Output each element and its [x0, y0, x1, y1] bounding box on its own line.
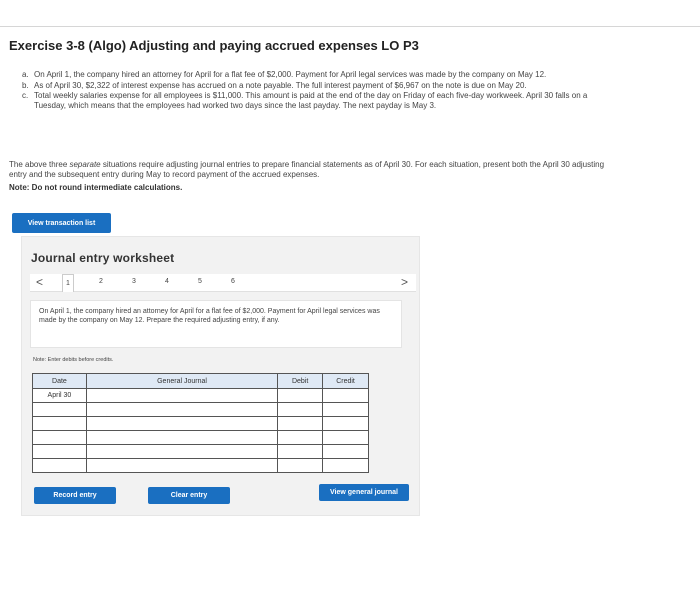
page-tab-4[interactable]: 4 — [165, 278, 169, 285]
worksheet-pager — [30, 274, 416, 292]
transaction-description: On April 1, the company hired an attorney for April for a flat fee of $2,000. Payment for April legal services was made by the company on May 12. Prepare the required adjusting entry, if any. — [30, 300, 402, 348]
instructions-paragraph — [9, 160, 609, 179]
item-text: Total weekly salaries expense for all employees is $11,000. This amount is paid at the end of the day on Friday of each five-day workweek. April 30 falls on a Tuesday, which means that the employees had worked two days since the last payday. The next payday is May 3. — [34, 91, 588, 110]
date-cell — [33, 417, 87, 431]
table-row — [33, 389, 369, 403]
account-input[interactable] — [86, 459, 277, 473]
general-journal-column-header: General Journal — [86, 374, 277, 389]
top-divider — [0, 26, 700, 27]
date-cell — [33, 445, 87, 459]
debit-column-header: Debit — [278, 374, 323, 389]
instructions-text-italic: separate — [69, 160, 101, 169]
account-input[interactable] — [86, 417, 277, 431]
item-label: b. — [22, 80, 29, 90]
account-input[interactable] — [86, 445, 277, 459]
clear-entry-button[interactable]: Clear entry — [148, 487, 230, 504]
debit-input[interactable] — [278, 403, 323, 417]
journal-entry-table — [32, 373, 369, 473]
exercise-items — [22, 70, 602, 111]
date-cell — [33, 431, 87, 445]
list-item — [22, 70, 602, 80]
debit-input[interactable] — [278, 445, 323, 459]
date-cell: April 30 — [33, 389, 87, 403]
prev-page-icon[interactable]: < — [36, 275, 44, 289]
view-transaction-list-button[interactable]: View transaction list — [12, 213, 111, 233]
table-row — [33, 459, 369, 473]
credit-input[interactable] — [323, 445, 369, 459]
table-header-row — [33, 374, 369, 389]
worksheet-title: Journal entry worksheet — [31, 251, 175, 265]
debits-note: Note: Enter debits before credits. — [33, 357, 114, 363]
date-column-header: Date — [33, 374, 87, 389]
list-item — [22, 81, 602, 91]
date-cell — [33, 403, 87, 417]
page-tab-1[interactable]: 1 — [62, 274, 74, 292]
item-label: a. — [22, 70, 29, 79]
page-tab-5[interactable]: 5 — [198, 278, 202, 285]
credit-input[interactable] — [323, 403, 369, 417]
date-cell — [33, 459, 87, 473]
credit-input[interactable] — [323, 389, 369, 403]
account-input[interactable] — [86, 389, 277, 403]
instructions-text-post: situations require adjusting journal entries to prepare financial statements as of April 30. For each situation, present both the April 30 adjusting entry and the subsequent entry during May to record payment of the accrued expenses. — [9, 160, 605, 179]
next-page-icon[interactable]: > — [401, 275, 409, 289]
item-text: As of April 30, $2,322 of interest expense has accrued on a note payable. The full interest payment of $6,967 on the note is due on May 20. — [34, 80, 527, 90]
instructions-text-pre: The above three — [9, 160, 70, 169]
debit-input[interactable] — [278, 417, 323, 431]
credit-column-header: Credit — [323, 374, 369, 389]
page-tab-3[interactable]: 3 — [132, 278, 136, 285]
credit-input[interactable] — [323, 459, 369, 473]
table-row — [33, 431, 369, 445]
account-input[interactable] — [86, 431, 277, 445]
table-row — [33, 417, 369, 431]
debit-input[interactable] — [278, 431, 323, 445]
view-general-journal-button[interactable]: View general journal — [319, 484, 409, 501]
account-input[interactable] — [86, 403, 277, 417]
table-row — [33, 445, 369, 459]
page-tab-2[interactable]: 2 — [99, 278, 103, 285]
page-tab-6[interactable]: 6 — [231, 278, 235, 285]
credit-input[interactable] — [323, 417, 369, 431]
item-label: c. — [22, 91, 29, 100]
list-item — [22, 91, 602, 110]
credit-input[interactable] — [323, 431, 369, 445]
table-row — [33, 403, 369, 417]
debit-input[interactable] — [278, 389, 323, 403]
rounding-note: Note: Do not round intermediate calculations. — [9, 183, 183, 192]
exercise-title: Exercise 3-8 (Algo) Adjusting and paying accrued expenses LO P3 — [9, 38, 419, 53]
record-entry-button[interactable]: Record entry — [34, 487, 116, 504]
debit-input[interactable] — [278, 459, 323, 473]
item-text: On April 1, the company hired an attorney for April for a flat fee of $2,000. Payment for April legal services was made by the company on May 12. — [34, 70, 547, 79]
